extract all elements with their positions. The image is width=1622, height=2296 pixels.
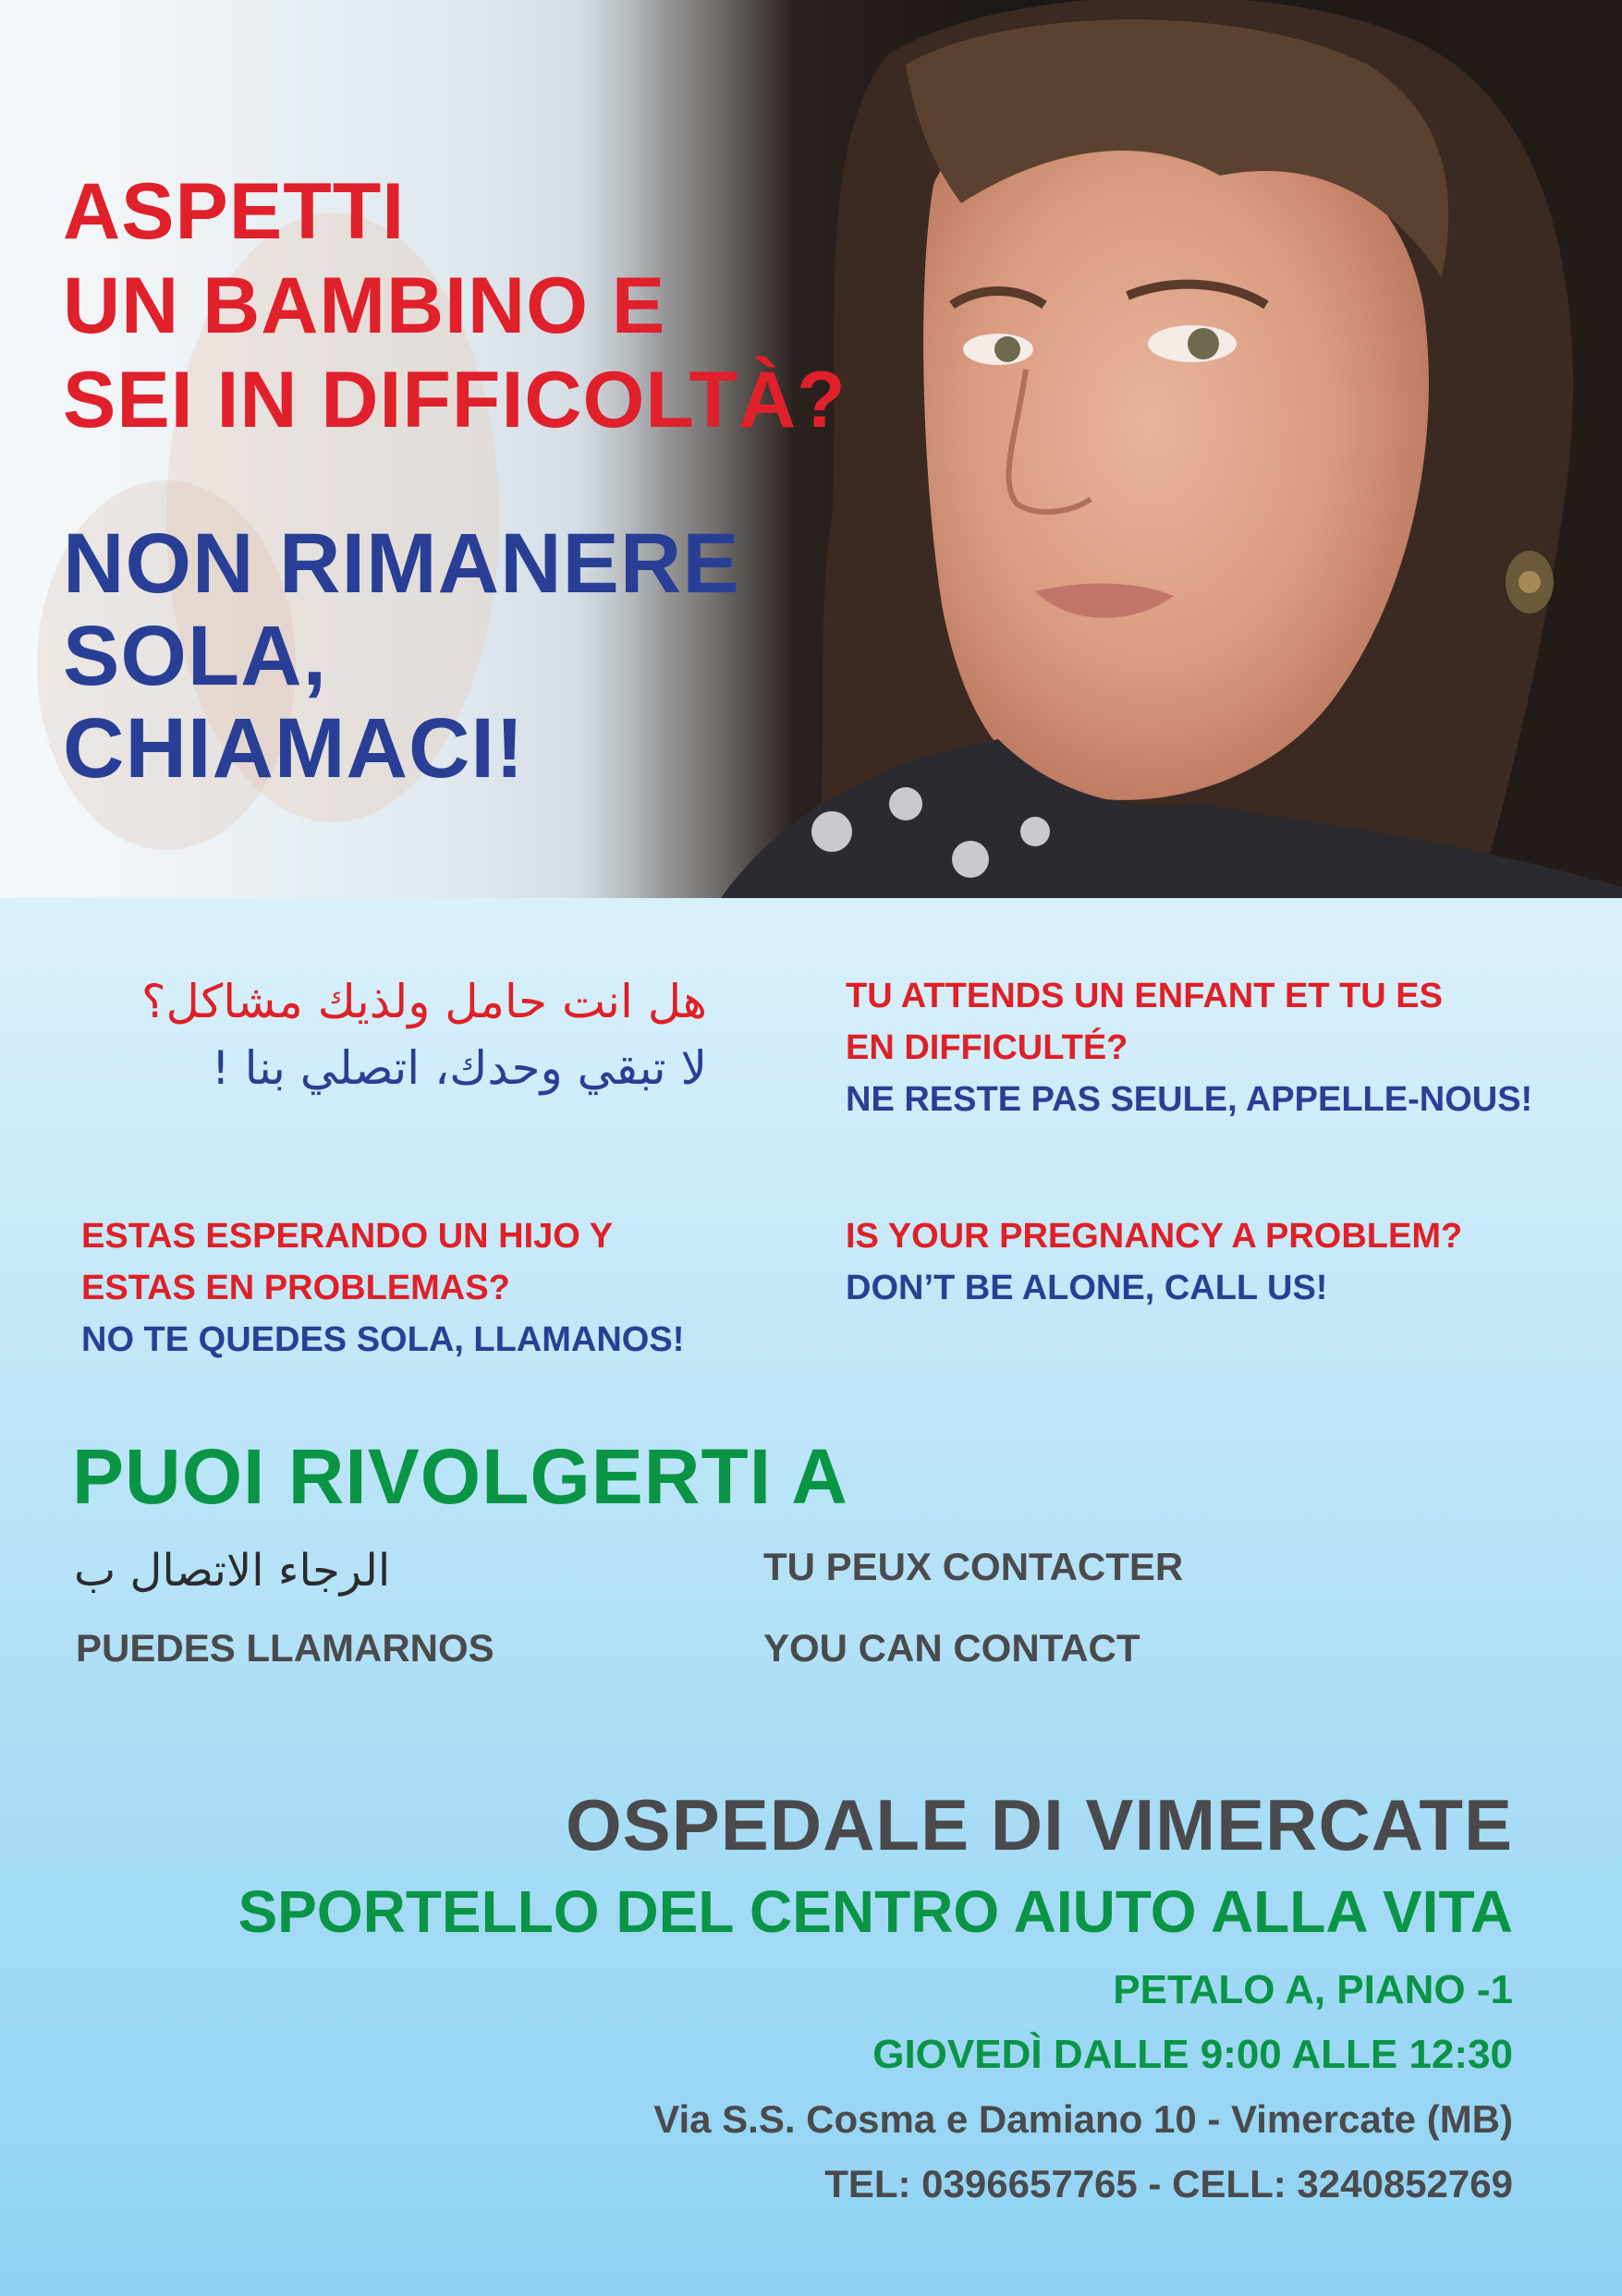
english-question: IS YOUR PREGNANCY A PROBLEM? <box>846 1217 1463 1256</box>
contact-details <box>238 1779 1513 2217</box>
headline-question-line-3: SEI IN DIFFICOLTÀ? <box>63 356 847 444</box>
french-call: NE RESTE PAS SEULE, APPELLE-NOUS! <box>846 1080 1533 1119</box>
hospital-name: OSPEDALE DI VIMERCATE <box>566 1784 1513 1865</box>
english-call: DON’T BE ALONE, CALL US! <box>846 1269 1328 1307</box>
headline-call-line-2: SOLA, <box>63 609 328 703</box>
contact-intro-arabic: الرجاء الاتصال ب <box>74 1545 391 1597</box>
arabic-question: هل انت حامل ولذيك مشاكل؟ <box>140 975 707 1028</box>
service-name: SPORTELLO DEL CENTRO AIUTO ALLA VITA <box>238 1878 1513 1945</box>
spanish-question-line-2: ESTAS EN PROBLEMAS? <box>81 1269 510 1307</box>
french-question-line-2: EN DIFFICULTÉ? <box>846 1028 1128 1067</box>
street-address: Via S.S. Cosma e Damiano 10 - Vimercate (MB) <box>653 2097 1513 2141</box>
hero-photo-banner <box>0 0 1622 898</box>
arabic-call: لا تبقي وحدك، اتصلي بنا ! <box>211 1041 707 1095</box>
contact-intro-spanish: PUEDES LLAMARNOS <box>76 1626 494 1670</box>
contact-intro-title: PUOI RIVOLGERTI A <box>72 1433 848 1520</box>
service-location: PETALO A, PIANO -1 <box>1113 1967 1513 2012</box>
headline-question-line-1: ASPETTI <box>63 167 406 256</box>
spanish-translation <box>81 1210 684 1366</box>
contact-intro-french: TU PEUX CONTACTER <box>763 1545 1184 1588</box>
headline-call <box>63 517 740 795</box>
spanish-call: NO TE QUEDES SOLA, LLAMANOS! <box>81 1320 685 1359</box>
french-question-line-1: TU ATTENDS UN ENFANT ET TU ES <box>846 977 1443 1015</box>
opening-hours: GIOVEDÌ DALLE 9:00 ALLE 12:30 <box>872 2032 1513 2077</box>
headline-question-line-2: UN BAMBINO E <box>63 261 666 350</box>
headline-call-line-1: NON RIMANERE <box>63 516 740 611</box>
contact-intro-english: YOU CAN CONTACT <box>763 1626 1140 1670</box>
english-translation <box>846 1210 1462 1314</box>
french-translation <box>846 970 1532 1125</box>
spanish-question-line-1: ESTAS ESPERANDO UN HIJO Y <box>81 1217 614 1256</box>
arabic-translation <box>141 968 707 1101</box>
headline-call-line-3: CHIAMACI! <box>63 701 525 796</box>
headline-question <box>63 164 847 447</box>
phone-numbers: TEL: 0396657765 - CELL: 3240852769 <box>824 2162 1513 2205</box>
